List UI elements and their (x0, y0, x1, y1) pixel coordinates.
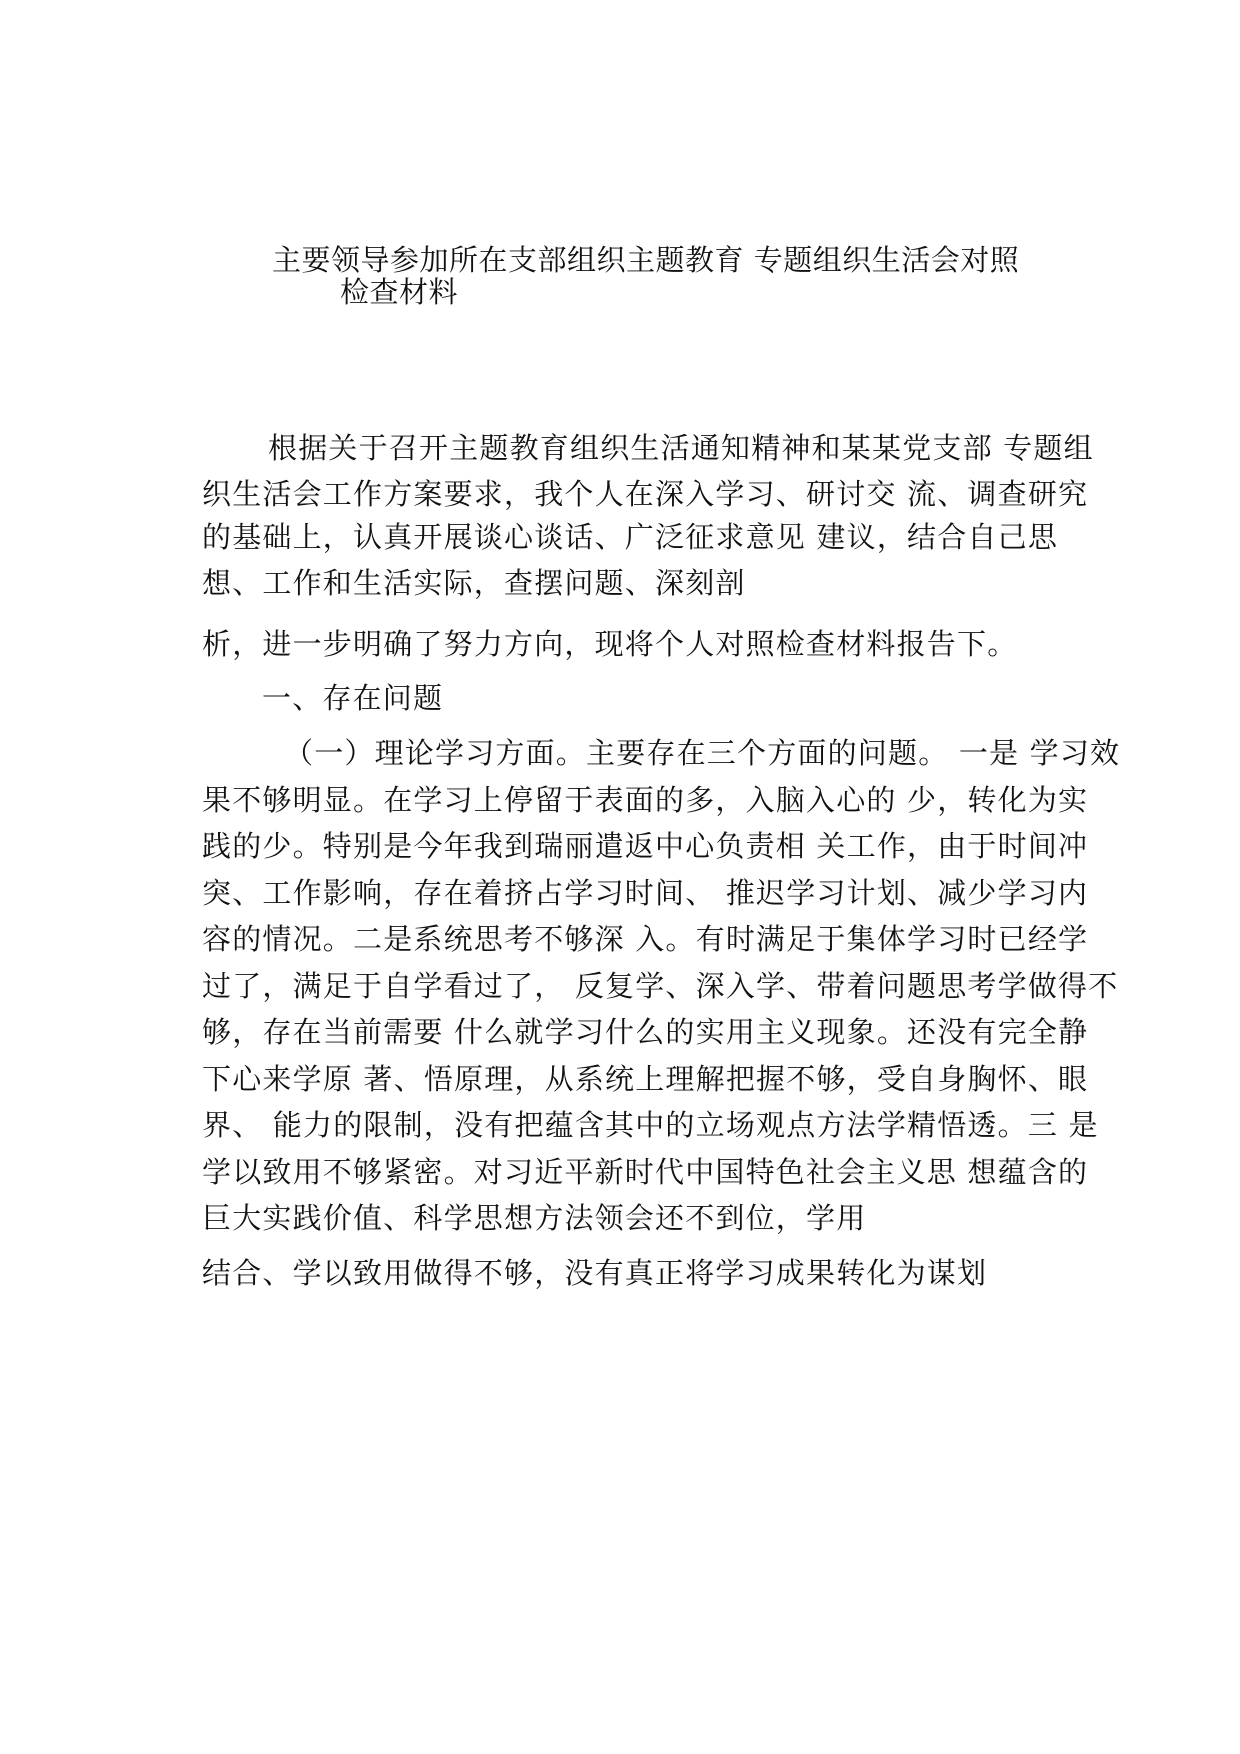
document-title-line-2: 检查材料 (340, 275, 459, 309)
body-line: 析，进一步明确了努力方向，现将个人对照检查材料报告下。 (202, 627, 1018, 661)
section-heading: 一、存在问题 (262, 681, 444, 715)
body-line: 织生活会工作方案要求，我个人在深入学习、研讨交 流、调查研究 (202, 477, 1089, 511)
body-line: 够，存在当前需要 什么就学习什么的实用主义现象。还没有完全静 (202, 1015, 1089, 1049)
document-title-line-1: 主要领导参加所在支部组织主题教育 专题组织生活会对照 (272, 243, 1020, 277)
body-line: 结合、学以致用做得不够，没有真正将学习成果转化为谋划 (202, 1256, 988, 1290)
body-line: 突、工作影响，存在着挤占学习时间、 推迟学习计划、减少学习内 (202, 876, 1089, 910)
body-line: 想、工作和生活实际，查摆问题、深刻剖 (202, 566, 746, 600)
body-line: 根据关于召开主题教育组织生活通知精神和某某党支部 专题组 (268, 431, 1094, 465)
body-line: 的基础上，认真开展谈心谈话、广泛征求意见 建议，结合自己思 (202, 520, 1059, 554)
body-line: 容的情况。二是系统思考不够深 入。有时满足于集体学习时已经学 (202, 922, 1089, 956)
body-line: 果不够明显。在学习上停留于表面的多，入脑入心的 少，转化为实 (202, 783, 1089, 817)
body-line: 下心来学原 著、悟原理，从系统上理解把握不够，受自身胸怀、眼 (202, 1062, 1089, 1096)
body-line: 过了，满足于自学看过了， 反复学、深入学、带着问题思考学做得不 (202, 969, 1119, 1003)
body-line: 巨大实践价值、科学思想方法领会还不到位，学用 (202, 1201, 867, 1235)
body-line: 界、 能力的限制，没有把蕴含其中的立场观点方法学精悟透。三 是 (202, 1108, 1099, 1142)
body-line: （一）理论学习方面。主要存在三个方面的问题。 一是 学习效 (284, 736, 1121, 770)
body-line: 践的少。特别是今年我到瑞丽遣返中心负责相 关工作，由于时间冲 (202, 829, 1089, 863)
body-line: 学以致用不够紧密。对习近平新时代中国特色社会主义思 想蕴含的 (202, 1155, 1089, 1189)
